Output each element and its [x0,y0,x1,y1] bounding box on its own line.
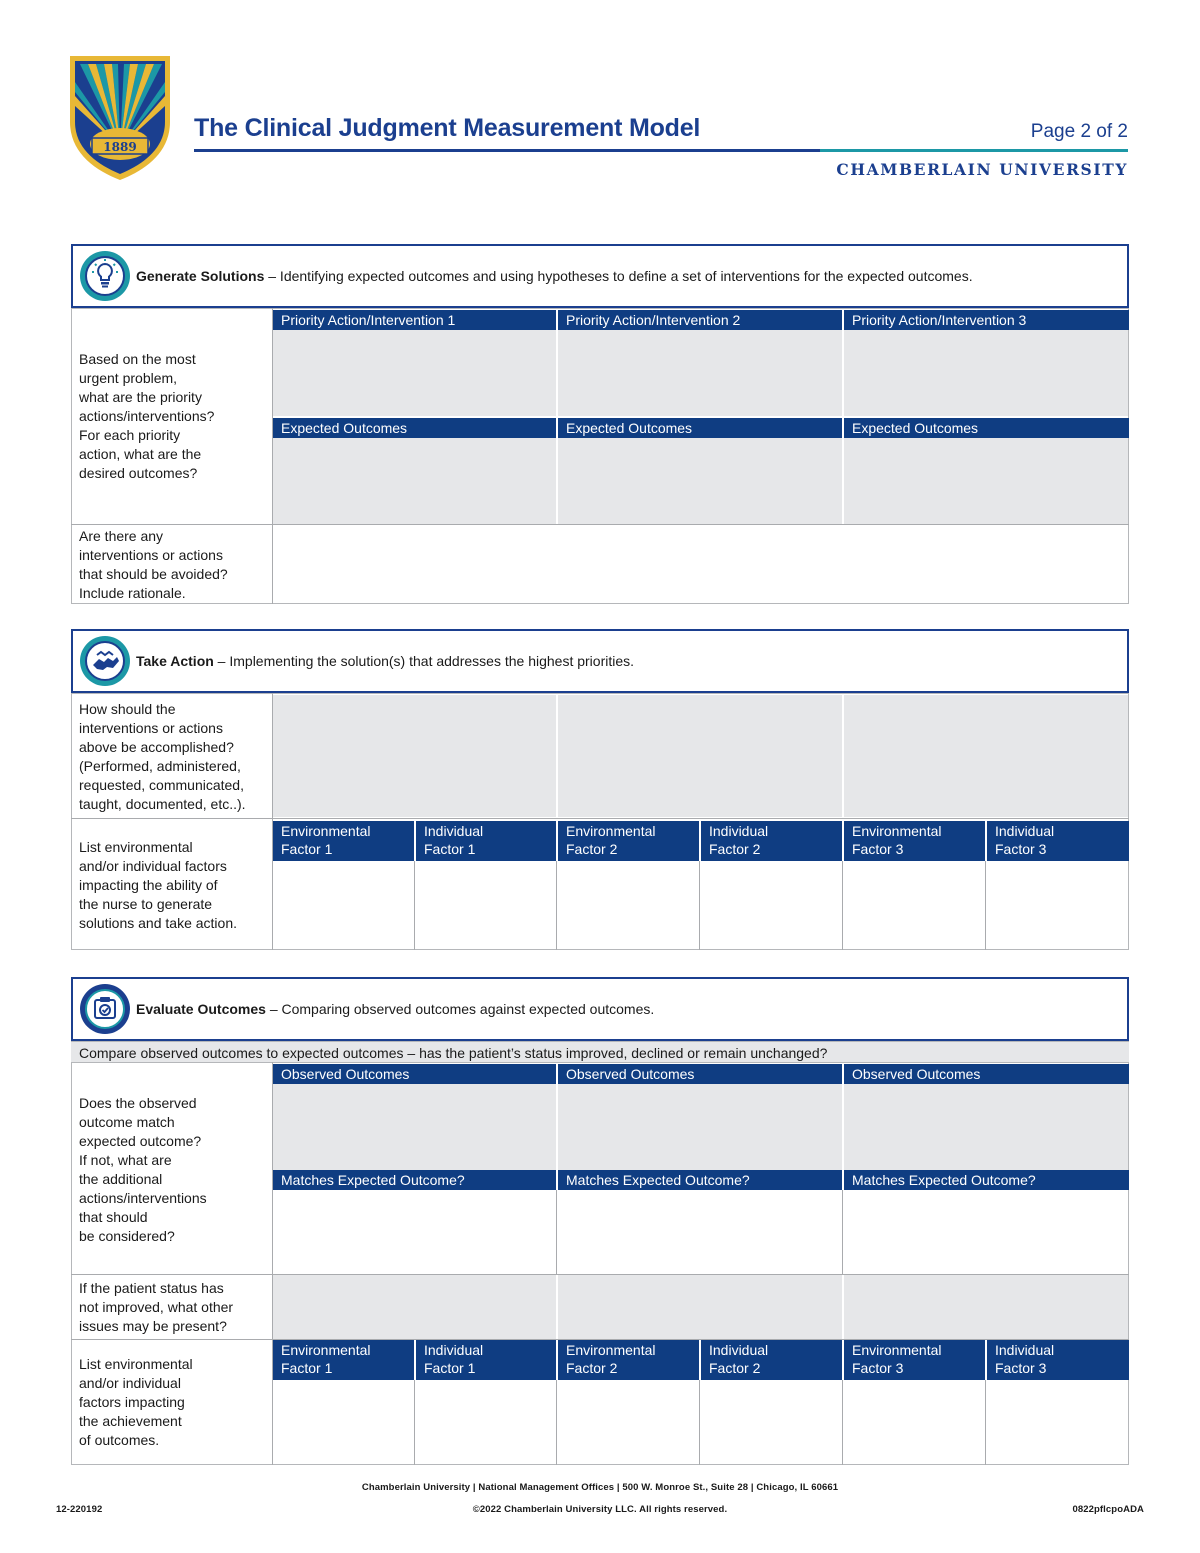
observed-outcomes-header-1: Observed Outcomes [273,1064,556,1084]
matches-expected-header-3: Matches Expected Outcome? [844,1170,1129,1190]
q-line: and/or individual factors [79,858,227,874]
q-line: outcome match [79,1114,175,1130]
band-line: Factor 1 [281,1360,333,1376]
band-line: Factor 3 [995,841,1047,857]
ta-env-factor-1-header [273,821,414,861]
priority-header-2: Priority Action/Intervention 2 [558,310,842,330]
crest-year: 1889 [103,140,137,154]
q-line: above be accomplished? [79,739,234,755]
band-line: Individual [709,823,769,839]
q-line: If the patient status has [79,1280,224,1296]
band-line: Environmental [281,1342,371,1358]
accomplish-input-3[interactable] [844,695,1128,817]
band-line: Factor 2 [566,841,618,857]
eo-ind-factor-1-input[interactable] [416,1380,556,1464]
chamberlain-crest-logo [66,52,174,182]
q-line: If not, what are [79,1152,172,1168]
footer-code-left: 12-220192 [56,1504,103,1515]
take-action-header [71,629,1129,693]
q-line: that should be avoided? [79,566,228,582]
priority-input-1[interactable] [273,330,556,416]
q-line: interventions or actions [79,720,223,736]
q-line: the nurse to generate [79,896,213,912]
eo-ind-factor-3-input[interactable] [987,1380,1127,1464]
header-rule-teal [820,149,1128,152]
expected-outcomes-input-1[interactable] [273,438,556,524]
q-line: List environmental [79,1356,193,1372]
q-line: and/or individual [79,1375,181,1391]
col-divider [556,861,557,950]
accomplish-input-1[interactable] [273,695,556,817]
col-divider [842,1380,843,1465]
evaluate-outcomes-header [71,977,1129,1041]
generate-question-1 [71,350,271,483]
ta-ind-factor-3-input[interactable] [987,861,1127,949]
col-divider [985,1380,986,1465]
band-line: Factor 2 [709,841,761,857]
q-line: Are there any [79,528,164,544]
band-line: Individual [995,823,1055,839]
observed-outcomes-input-3[interactable] [844,1084,1128,1170]
col-divider [556,1380,557,1465]
generate-solutions-title [136,268,973,284]
q-line: How should the [79,701,176,717]
lightbulb-icon [79,250,131,302]
band-line: Factor 3 [852,841,904,857]
q-line: Does the observed [79,1095,197,1111]
q-line: actions/interventions? [79,408,215,424]
q-line: urgent problem, [79,370,178,386]
generate-solutions-heading: Generate Solutions [136,268,265,284]
observed-outcomes-header-3: Observed Outcomes [844,1064,1129,1084]
matches-expected-header-1: Matches Expected Outcome? [273,1170,556,1190]
eo-env-factor-1-input[interactable] [274,1380,414,1464]
priority-input-3[interactable] [844,330,1128,416]
band-line: Environmental [281,823,371,839]
q-line: interventions or actions [79,547,223,563]
evaluate-question-3 [71,1355,271,1450]
ta-ind-factor-2-input[interactable] [701,861,842,949]
eo-ind-factor-1-header [416,1340,556,1380]
band-line: Factor 1 [424,1360,476,1376]
row-divider [71,524,1129,525]
ta-ind-factor-1-input[interactable] [416,861,556,949]
band-line: Environmental [566,823,656,839]
ta-env-factor-1-input[interactable] [274,861,414,949]
eo-env-factor-2-header [558,1340,699,1380]
matches-expected-input-2[interactable] [558,1190,842,1274]
band-line: Environmental [566,1342,656,1358]
ta-env-factor-3-input[interactable] [844,861,985,949]
row-divider [71,818,1129,819]
eo-ind-factor-2-input[interactable] [701,1380,842,1464]
take-action-question-1 [71,700,271,814]
col-divider [414,1380,415,1465]
q-line: that should [79,1209,148,1225]
priority-header-3: Priority Action/Intervention 3 [844,310,1129,330]
matches-expected-header-2: Matches Expected Outcome? [558,1170,842,1190]
other-issues-input-3[interactable] [844,1275,1128,1339]
eo-ind-factor-2-header [701,1340,842,1380]
generate-solutions-description: – Identifying expected outcomes and using hypotheses to define a set of interventions for the expected outcomes. [264,268,973,284]
q-line: Based on the most [79,351,196,367]
ta-ind-factor-2-header [701,821,842,861]
q-line: impacting the ability of [79,877,218,893]
col-divider [842,1190,843,1274]
col-divider [985,861,986,950]
evaluate-outcomes-title [136,1001,654,1017]
expected-outcomes-header-1: Expected Outcomes [273,418,556,438]
col-divider [699,1380,700,1465]
take-action-description: – Implementing the solution(s) that addresses the highest priorities. [213,653,635,669]
ta-env-factor-2-header [558,821,699,861]
q-line: action, what are the [79,446,202,462]
observed-outcomes-input-1[interactable] [273,1084,556,1170]
generate-question-2 [71,527,271,603]
footer-copyright: ©2022 Chamberlain University LLC. All rights reserved. [472,1504,728,1515]
q-line: taught, documented, etc..). [79,796,246,812]
ta-env-factor-3-header [844,821,985,861]
eo-ind-factor-3-header [987,1340,1129,1380]
band-line: Individual [424,823,484,839]
q-line: factors impacting [79,1394,185,1410]
expected-outcomes-input-3[interactable] [844,438,1128,524]
band-line: Environmental [852,823,942,839]
accomplish-input-2[interactable] [558,695,842,817]
band-line: Environmental [852,1342,942,1358]
eo-env-factor-1-header [273,1340,414,1380]
other-issues-input-1[interactable] [273,1275,556,1339]
q-line: be considered? [79,1228,175,1244]
evaluate-outcomes-heading: Evaluate Outcomes [136,1001,266,1017]
ta-env-factor-2-input[interactable] [558,861,699,949]
band-line: Individual [424,1342,484,1358]
band-line: Factor 1 [424,841,476,857]
observed-outcomes-header-2: Observed Outcomes [558,1064,842,1084]
expected-outcomes-header-2: Expected Outcomes [558,418,842,438]
q-line: List environmental [79,839,193,855]
eo-env-factor-3-input[interactable] [844,1380,985,1464]
take-action-title [136,653,634,669]
band-line: Factor 2 [709,1360,761,1376]
band-line: Factor 3 [852,1360,904,1376]
q-line: requested, communicated, [79,777,244,793]
page-title: The Clinical Judgment Measurement Model [194,114,701,142]
evaluate-question-2 [71,1279,271,1336]
ta-ind-factor-3-header [987,821,1129,861]
q-line: the achievement [79,1413,182,1429]
expected-outcomes-header-3: Expected Outcomes [844,418,1129,438]
eo-env-factor-2-input[interactable] [558,1380,699,1464]
q-line: not improved, what other [79,1299,234,1315]
priority-header-1: Priority Action/Intervention 1 [273,310,556,330]
take-action-question-2 [71,838,271,933]
q-line: of outcomes. [79,1432,160,1448]
q-line: actions/interventions [79,1190,207,1206]
take-action-heading: Take Action [136,653,214,669]
q-line: (Performed, administered, [79,758,241,774]
band-line: Factor 1 [281,841,333,857]
q-line: what are the priority [79,389,202,405]
ta-ind-factor-1-header [416,821,556,861]
col-divider [414,861,415,950]
generate-solutions-header [71,244,1129,308]
band-line: Factor 3 [995,1360,1047,1376]
hands-icon [79,635,131,687]
q-line: For each priority [79,427,181,443]
q-line: solutions and take action. [79,915,237,931]
q-line: the additional [79,1171,163,1187]
eo-env-factor-3-header [844,1340,985,1380]
university-wordmark: CHAMBERLAIN UNIVERSITY [836,160,1128,179]
q-line: expected outcome? [79,1133,202,1149]
q-line: issues may be present? [79,1318,227,1334]
compare-prompt: Compare observed outcomes to expected outcomes – has the patient’s status improved, declined or remain unchanged? [71,1041,1129,1062]
header-rule-blue [194,149,820,152]
observed-outcomes-input-2[interactable] [558,1084,842,1170]
col-divider [842,861,843,950]
band-line: Individual [995,1342,1055,1358]
evaluate-outcomes-description: – Comparing observed outcomes against expected outcomes. [265,1001,655,1017]
evaluate-question-1 [71,1094,271,1246]
q-line: desired outcomes? [79,465,198,481]
band-line: Factor 2 [566,1360,618,1376]
footer-address: Chamberlain University | National Management Offices | 500 W. Monroe St., Suite 28 | Chicago, IL 60661 [361,1482,839,1493]
q-line: Include rationale. [79,585,186,601]
page-number: Page 2 of 2 [1030,121,1128,142]
matches-expected-input-1[interactable] [274,1190,556,1274]
clipboard-check-icon [79,983,131,1035]
expected-outcomes-input-2[interactable] [558,438,842,524]
col-divider [699,861,700,950]
footer-code-right: 0822pflcpoADA [1072,1504,1144,1515]
matches-expected-input-3[interactable] [844,1190,1127,1274]
priority-input-2[interactable] [558,330,842,416]
other-issues-input-2[interactable] [558,1275,842,1339]
band-line: Individual [709,1342,769,1358]
col-divider [556,1190,557,1274]
avoid-interventions-input[interactable] [274,526,1127,602]
